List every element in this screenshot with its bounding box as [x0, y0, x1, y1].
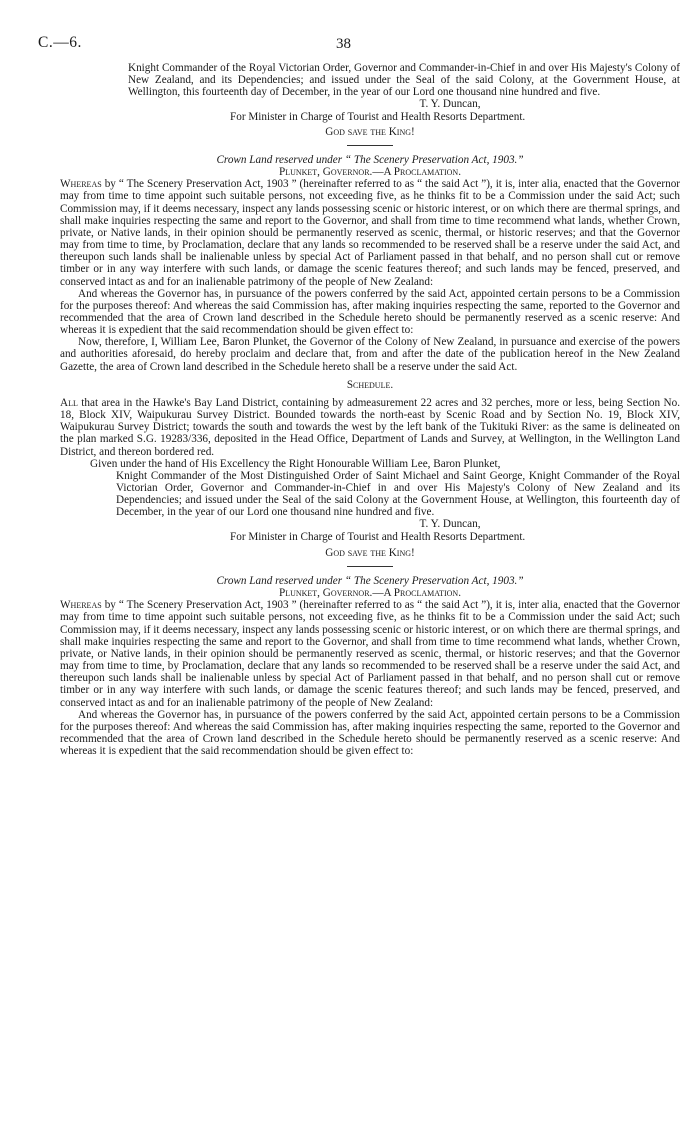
title-italic: Crown Land reserved under — [216, 153, 343, 166]
continued-text: Knight Commander of the Royal Victorian Order, Governor and Commander-in-Chief in and over His Majesty's Colony of New Zealand, and its Dependencies; and issued under the Seal of the said Colony, at the Government House, at Wellington, this fourteenth day of December, in the year of our Lord one thousand nine hundred and five. — [128, 62, 680, 99]
section-divider — [347, 566, 393, 567]
now-therefore-paragraph: Now, therefore, I, William Lee, Baron Plunket, the Governor of the Colony of New Zealand, in pursuance and exercise of the powers and authorities aforesaid, do hereby proclaim and declare that, from and after the date of the publication hereof in the New Zealand Gazette, the area of Crown land described in the Schedule hereto shall be a reserve under the said Act. — [60, 336, 680, 373]
schedule-paragraph — [60, 397, 680, 458]
document-reference: C.—6. — [38, 34, 82, 51]
signatory-role: For Minister in Charge of Tourist and Health Resorts Department. — [230, 110, 526, 123]
given-first-line: Given under the hand of His Excellency the Right Honourable William Lee, Baron Plunket, — [90, 457, 501, 470]
signatory: T. Y. Duncan, — [419, 518, 481, 531]
signatory: T. Y. Duncan, — [419, 98, 481, 111]
document-body — [60, 62, 680, 757]
proclamation-title — [60, 575, 680, 587]
proclamation-subtitle: Plunket, Governor.—A Proclamation. — [278, 166, 462, 179]
title-italic: Crown Land reserved under — [216, 574, 343, 587]
whereas-lead: Whereas — [60, 178, 102, 191]
title-act: “ The Scenery Preservation Act, 1903.” — [344, 574, 524, 587]
and-whereas-paragraph: And whereas the Governor has, in pursuance of the powers conferred by the said Act, appointed certain persons to be a Commission for the purposes thereof: And whereas the said Commission has, after making inquiries respecting the same, reported to the Governor and recommended that the area of Crown land described in the Schedule hereto should be permanently reserved as a scenic reserve: And whereas it is expedient that the said recommendation should be given effect to: — [60, 708, 680, 758]
title-act: “ The Scenery Preservation Act, 1903.” — [344, 153, 524, 166]
whereas-text: by “ The Scenery Preservation Act, 1903 ” (hereinafter referred to as “ the said Act ”), it is, inter alia, enacted that the Governor may from time to time appoint such suitable persons, not exceeding five, as he thinks fit to be a Commission under the said Act; such Commission may, if it deems necessary, inspect any lands possessing scenic or historic interest, or on which there are thermal springs, and shall make inquiries respecting the same and report to the Governor, and shall from time to time recommend what lands, whether Crown, private, or Native lands, in their opinion should be permanently reserved as scenic, thermal, or historic reserves; and that the Governor may from time to time, by Proclamation, declare that any lands so recommended to be reserved shall be a reserve under the said Act, and thereupon such lands shall be inalienable unless by special Act of Parliament passed in that behalf, and no person shall cut or remove timber or in any way interfere with such lands, or damage the scenic features thereof; and such lands may be fenced, preserved, and conserved intact as and for an inalienable patrimony of the people of New Zealand: — [60, 178, 681, 288]
whereas-paragraph — [60, 178, 680, 287]
closing-salutation: God save the King! — [325, 546, 415, 559]
schedule-heading: Schedule. — [346, 378, 394, 391]
whereas-paragraph — [60, 599, 680, 708]
whereas-text: by “ The Scenery Preservation Act, 1903 ” (hereinafter referred to as “ the said Act ”), it is, inter alia, enacted that the Governor may from time to time appoint such suitable persons, not exceeding five, as he thinks fit to be a Commission under the said Act; such Commission may, if it deems necessary, inspect any lands possessing scenic or historic interest, or on which there are thermal springs, and shall make inquiries respecting the same and report to the Governor, and shall from time to time recommend what lands, whether Crown, private, or Native lands, in their opinion should be permanently reserved as scenic, thermal, or historic reserves; and that the Governor may from time to time, by Proclamation, declare that any lands so recommended to be reserved shall be a reserve under the said Act, and thereupon such lands shall be inalienable unless by special Act of Parliament passed in that behalf, and no person shall cut or remove timber or in any way interfere with such lands, or damage the scenic features thereof; and such lands may be fenced, preserved, and conserved intact as and for an inalienable patrimony of the people of New Zealand: — [60, 599, 681, 709]
proclamation-title — [60, 154, 680, 166]
signatory-role: For Minister in Charge of Tourist and Health Resorts Department. — [230, 530, 526, 543]
proclamation-subtitle: Plunket, Governor.—A Proclamation. — [278, 587, 462, 600]
section-divider — [347, 145, 393, 146]
closing-salutation: God save the King! — [325, 125, 415, 138]
schedule-lead: All — [60, 396, 78, 409]
given-continuation: Knight Commander of the Most Distinguished Order of Saint Michael and Saint George, Knight Commander of the Royal Victorian Order, Governor and Commander-in-Chief in and over His Majesty's Colony of New Zealand and its Dependencies; and issued under the Seal of the said Colony at the Government House, at Wellington, this fourteenth day of December, in the year of our Lord one thousand nine hundred and five. — [116, 469, 680, 519]
and-whereas-paragraph: And whereas the Governor has, in pursuance of the powers conferred by the said Act, appointed certain persons to be a Commission for the purposes thereof: And whereas the said Commission has, after making inquiries respecting the same, reported to the Governor and recommended that the area of Crown land described in the Schedule hereto should be permanently reserved as a scenic reserve: And whereas it is expedient that the said recommendation should be given effect to: — [60, 287, 680, 337]
page-number: 38 — [336, 36, 351, 52]
schedule-text: that area in the Hawke's Bay Land District, containing by admeasurement 22 acres and 32 perches, more or less, being Section No. 18, Block XIV, Waipukurau Survey District. Bounded towards the north-east by Scenic Road and by Section No. 19, Block XIV, Waipukurau Survey District; towards the south and towards the west by the left bank of the Tukituki River: as the same is delineated on the plan marked S.G. 19283/336, deposited in the Head Office, Department of Lands and Survey, at Wellington, in the Wellington Land District, and thereon bordered red. — [60, 396, 681, 458]
whereas-lead: Whereas — [60, 599, 102, 612]
